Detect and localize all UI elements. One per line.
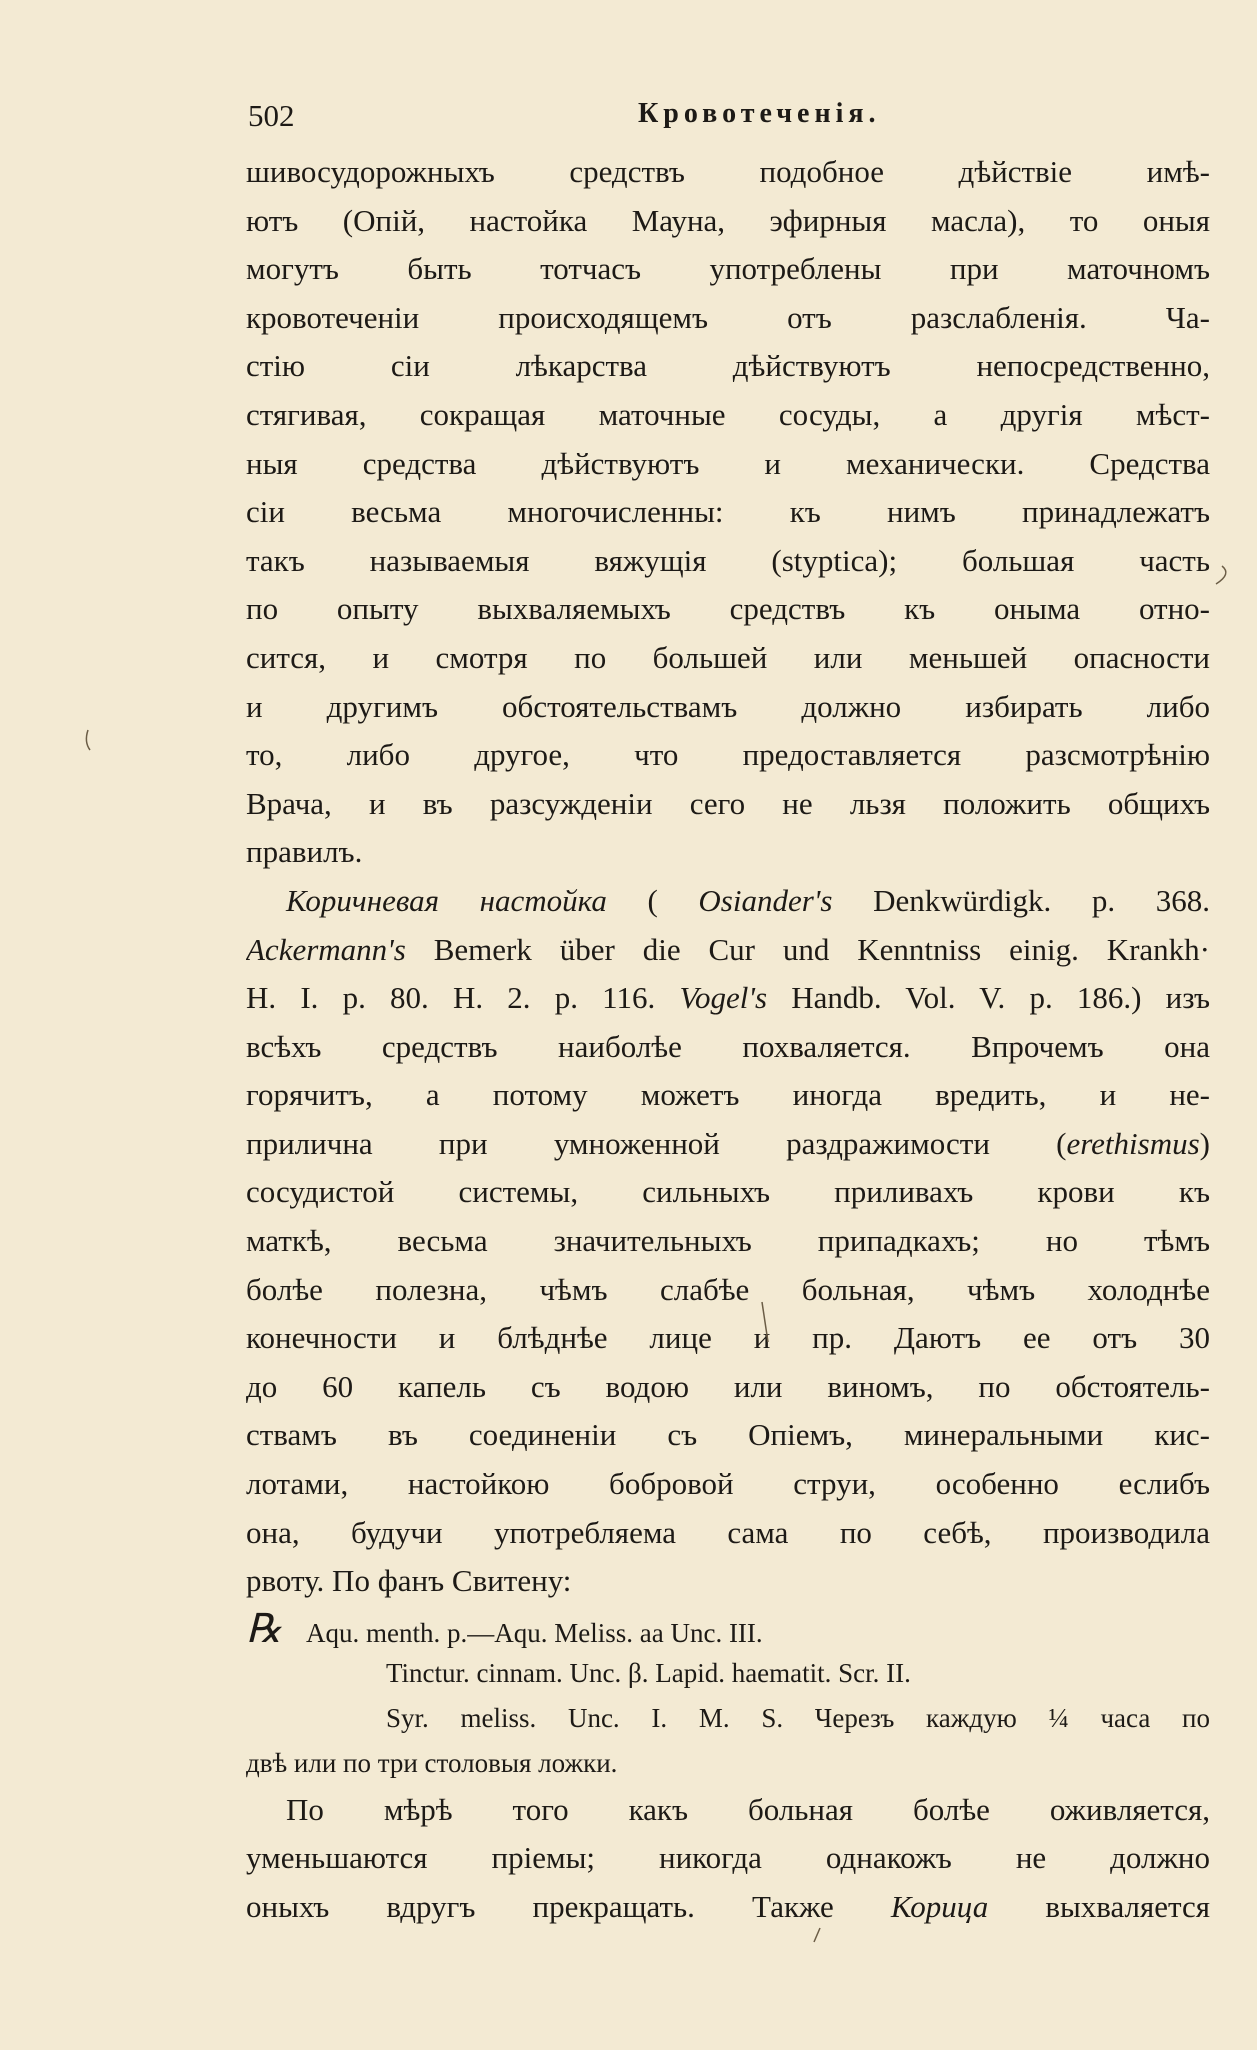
italic-reference: Vogel's xyxy=(679,980,768,1016)
text-line: кровотеченіи происходящемъ отъ разслабленія. Ча- xyxy=(246,299,1210,335)
text-line: рвоту. По фанъ Свитену: xyxy=(246,1563,572,1599)
text-span: оныхъ вдругъ прекращать. Также xyxy=(246,1889,891,1924)
text-line: она, будучи употребляема сама по себѣ, производила xyxy=(246,1514,1210,1550)
italic-term: erethismus xyxy=(1066,1125,1200,1161)
text-line: болѣе полезна, чѣмъ слабѣе больная, чѣмъ холоднѣе xyxy=(246,1271,1210,1307)
text-line: конечности и блѣднѣе лице и пр. Даютъ ее отъ 30 xyxy=(246,1320,1210,1356)
stray-mark xyxy=(86,730,90,750)
italic-reference: Ackermann's xyxy=(246,931,406,967)
recipe-line xyxy=(246,1606,1210,1651)
running-head: Кровотеченія. xyxy=(638,98,881,129)
text-span: ( xyxy=(606,882,699,918)
text-line: маткѣ, весьма значительныхъ припадкахъ; но тѣмъ xyxy=(246,1223,1210,1259)
text-line: сіи весьма многочисленны: къ нимъ принадлежатъ xyxy=(246,494,1210,530)
recipe-symbol: ℞ xyxy=(246,1605,282,1651)
text-span: ) xyxy=(1199,1125,1210,1161)
recipe-line: Tinctur. cinnam. Unc. β. Lapid. haematit. Scr. II. xyxy=(386,1657,911,1688)
text-line: такъ называемыя вяжущія (styptica); большая часть xyxy=(246,542,1210,578)
text-line: стягивая, сокращая маточные сосуды, а другія мѣст- xyxy=(246,396,1210,432)
text-span: H. I. p. 80. H. 2. p. 116. xyxy=(246,980,680,1016)
text-line: сится, и смотря по большей или меньшей опасности xyxy=(246,639,1210,675)
page-number: 502 xyxy=(248,98,295,133)
recipe-text: Aqu. menth. p.—Aqu. Meliss. aa Unc. III. xyxy=(306,1617,763,1648)
text-line xyxy=(246,877,1210,926)
recipe-line: Syr. meliss. Unc. I. M. S. Черезъ каждую ¼ часа по xyxy=(386,1702,1210,1733)
text-line: всѣхъ средствъ наиболѣе похваляется. Впрочемъ она xyxy=(246,1028,1210,1064)
text-line: по опыту выхваляемыхъ средствъ къ оныма отно- xyxy=(246,591,1210,627)
text-line: лотами, настойкою бобровой струи, особенно еслибъ xyxy=(246,1466,1210,1502)
text-line: и другимъ обстоятельствамъ должно избирать либо xyxy=(246,688,1210,724)
recipe-line: двѣ или по три столовыя ложки. xyxy=(246,1747,618,1778)
text-line: до 60 капель съ водою или виномъ, по обстоятель- xyxy=(246,1368,1210,1404)
text-line: Врача, и въ разсужденіи сего не льзя положить общихъ xyxy=(246,785,1210,821)
text-line xyxy=(246,1120,1210,1169)
text-line xyxy=(246,926,1210,975)
text-line: то, либо другое, что предоставляется разсмотрѣнію xyxy=(246,737,1210,773)
text-line: шивосудорожныхъ средствъ подобное дѣйствіе имѣ- xyxy=(246,154,1210,189)
text-span: выхваляется xyxy=(988,1889,1210,1924)
text-span: прилична при умноженной раздражимости ( xyxy=(246,1125,1067,1161)
text-line xyxy=(246,974,1210,1023)
text-line: стію сіи лѣкарства дѣйствуютъ непосредственно, xyxy=(246,348,1210,384)
page-header xyxy=(248,98,908,138)
text-line: По мѣрѣ того какъ больная болѣе оживляется, xyxy=(286,1791,1210,1827)
italic-term: Корица xyxy=(890,1889,989,1924)
stray-mark xyxy=(1216,566,1226,584)
text-line: уменьшаются пріемы; никогда однакожъ не должно xyxy=(246,1840,1210,1876)
text-line: горячитъ, а потому можетъ иногда вредить, и не- xyxy=(246,1077,1210,1113)
text-line xyxy=(246,1883,1210,1932)
text-line: правилъ. xyxy=(246,834,363,870)
text-span: Handb. Vol. V. p. 186.) изъ xyxy=(767,980,1210,1016)
text-line: ныя средства дѣйствуютъ и механически. Средства xyxy=(246,445,1210,481)
text-line: могутъ быть тотчасъ употреблены при маточномъ xyxy=(246,251,1210,287)
text-line: ютъ (Опій, настойка Мауна, эфирныя масла), то оныя xyxy=(246,202,1210,238)
text-span: Bemerk über die Cur und Kenntniss einig. Krankh· xyxy=(405,931,1210,967)
page-text xyxy=(246,148,1210,1932)
text-span: Denkwürdigk. p. 368. xyxy=(832,882,1210,918)
text-line: ствамъ въ соединеніи съ Опіемъ, минеральными кис- xyxy=(246,1417,1210,1453)
text-line: сосудистой системы, сильныхъ приливахъ крови къ xyxy=(246,1174,1210,1210)
italic-reference: Osiander's xyxy=(698,882,833,918)
italic-term: Коричневая настойка xyxy=(286,882,607,918)
